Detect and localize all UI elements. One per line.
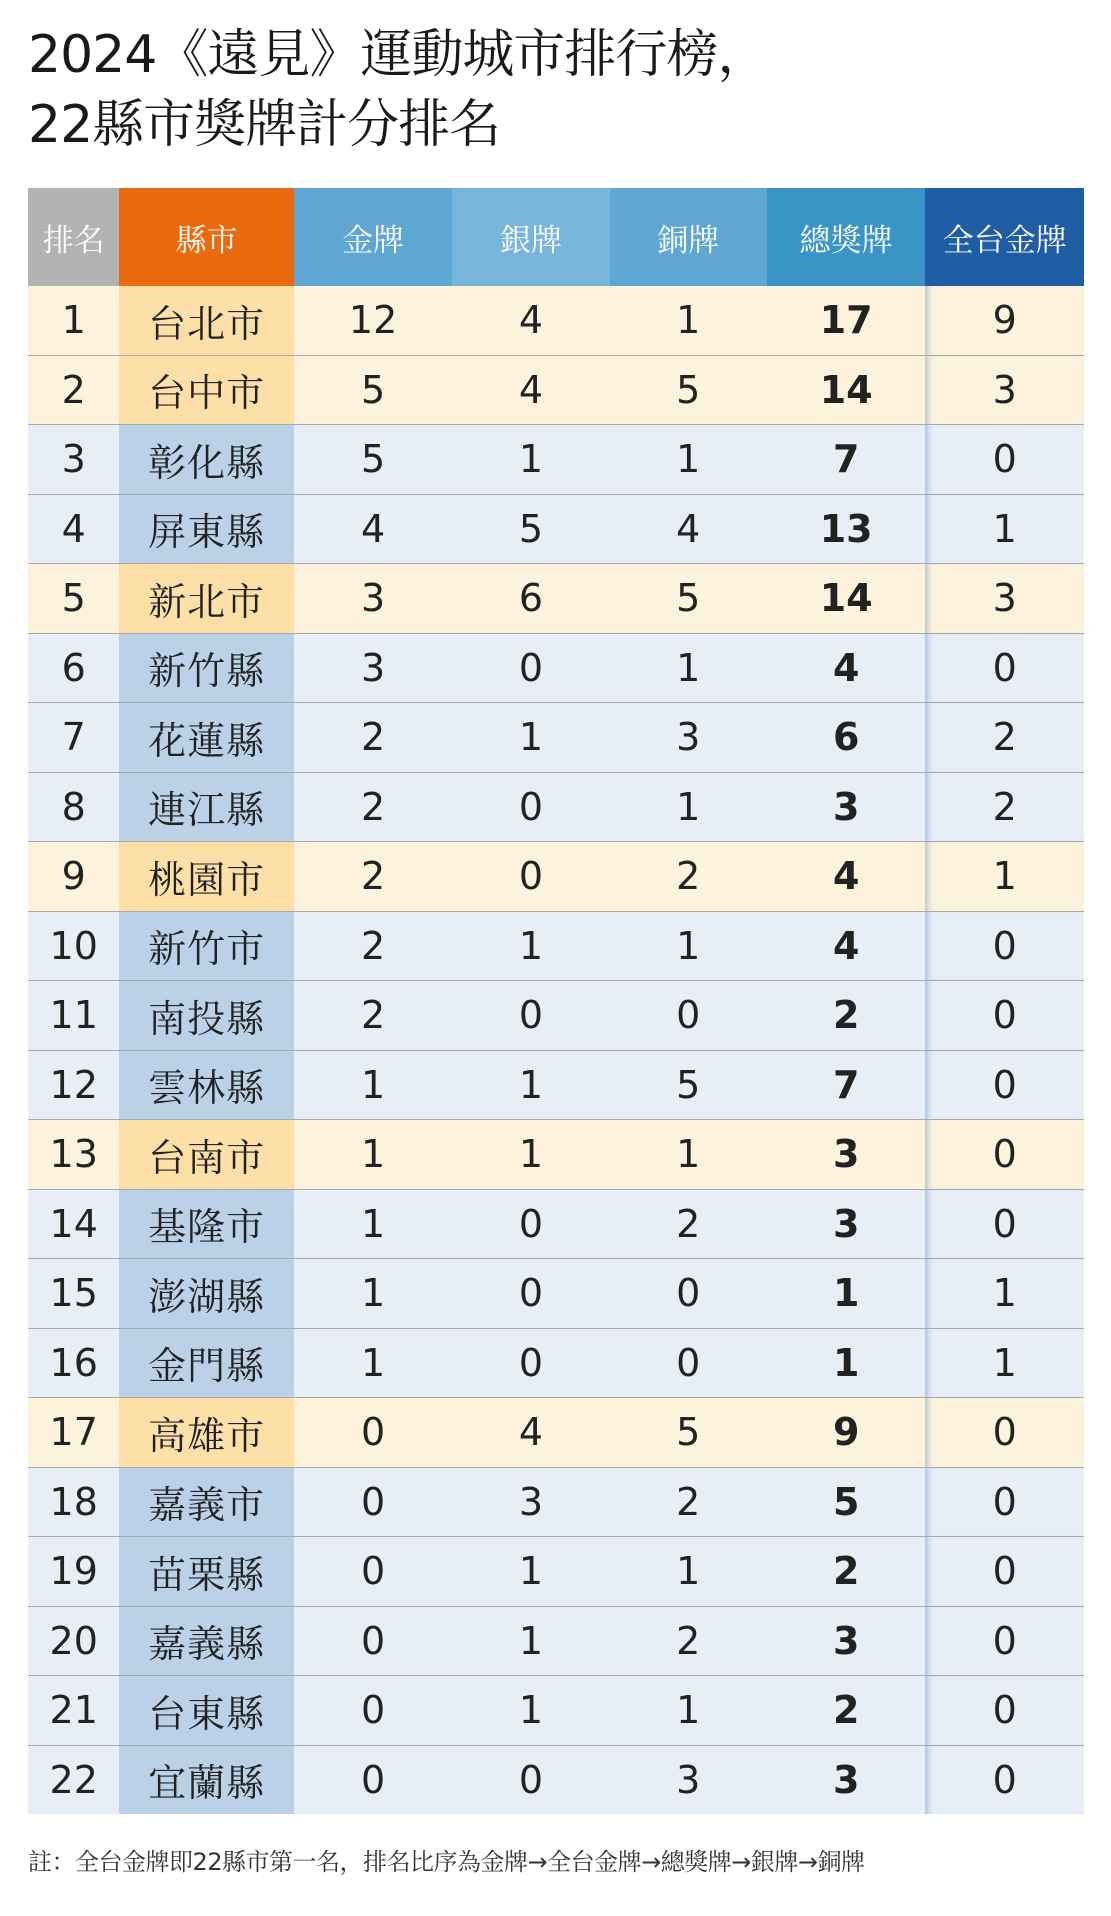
cell-bronze: 2 [610, 842, 767, 912]
table-row [28, 425, 1084, 495]
cell-rank: 12 [28, 1050, 119, 1120]
header-rank: 排名 [28, 188, 119, 286]
cell-silver: 0 [452, 772, 609, 842]
cell-national-gold: 3 [925, 564, 1084, 634]
cell-bronze: 1 [610, 1537, 767, 1607]
cell-silver: 0 [452, 981, 609, 1051]
cell-county: 桃園市 [119, 842, 293, 912]
cell-rank: 1 [28, 286, 119, 355]
cell-silver: 1 [452, 703, 609, 773]
cell-rank: 2 [28, 355, 119, 425]
cell-gold: 0 [294, 1537, 453, 1607]
cell-county: 新北市 [119, 564, 293, 634]
cell-total: 3 [767, 772, 926, 842]
cell-county: 嘉義縣 [119, 1606, 293, 1676]
cell-rank: 21 [28, 1676, 119, 1746]
cell-gold: 3 [294, 564, 453, 634]
cell-rank: 14 [28, 1189, 119, 1259]
cell-county: 高雄市 [119, 1398, 293, 1468]
cell-total: 2 [767, 981, 926, 1051]
cell-silver: 4 [452, 286, 609, 355]
cell-silver: 0 [452, 633, 609, 703]
cell-total: 4 [767, 633, 926, 703]
cell-silver: 1 [452, 425, 609, 495]
cell-rank: 17 [28, 1398, 119, 1468]
table-row [28, 1328, 1084, 1398]
cell-county: 金門縣 [119, 1328, 293, 1398]
cell-total: 3 [767, 1745, 926, 1814]
cell-national-gold: 0 [925, 1050, 1084, 1120]
cell-total: 7 [767, 1050, 926, 1120]
header-bronze: 銅牌 [610, 188, 767, 286]
cell-rank: 20 [28, 1606, 119, 1676]
cell-total: 1 [767, 1259, 926, 1329]
cell-bronze: 2 [610, 1606, 767, 1676]
table-row [28, 1120, 1084, 1190]
cell-total: 2 [767, 1537, 926, 1607]
cell-gold: 3 [294, 633, 453, 703]
cell-rank: 7 [28, 703, 119, 773]
table-row [28, 1676, 1084, 1746]
footnote: 註：全台金牌即22縣市第一名，排名比序為金牌→全台金牌→總獎牌→銀牌→銅牌 [28, 1848, 865, 1876]
cell-total: 3 [767, 1120, 926, 1190]
cell-silver: 0 [452, 1189, 609, 1259]
cell-national-gold: 0 [925, 911, 1084, 981]
cell-national-gold: 2 [925, 772, 1084, 842]
cell-total: 6 [767, 703, 926, 773]
header-gold: 金牌 [294, 188, 453, 286]
cell-national-gold: 0 [925, 1537, 1084, 1607]
cell-rank: 6 [28, 633, 119, 703]
cell-county: 基隆市 [119, 1189, 293, 1259]
cell-bronze: 0 [610, 1328, 767, 1398]
cell-rank: 10 [28, 911, 119, 981]
cell-national-gold: 0 [925, 1189, 1084, 1259]
cell-national-gold: 2 [925, 703, 1084, 773]
cell-national-gold: 0 [925, 1745, 1084, 1814]
cell-silver: 1 [452, 1050, 609, 1120]
table-row [28, 1398, 1084, 1468]
cell-county: 連江縣 [119, 772, 293, 842]
cell-county: 台東縣 [119, 1676, 293, 1746]
cell-national-gold: 0 [925, 1606, 1084, 1676]
cell-gold: 12 [294, 286, 453, 355]
cell-bronze: 3 [610, 1745, 767, 1814]
cell-bronze: 5 [610, 1050, 767, 1120]
cell-gold: 1 [294, 1259, 453, 1329]
cell-total: 9 [767, 1398, 926, 1468]
cell-gold: 0 [294, 1676, 453, 1746]
cell-county: 屏東縣 [119, 494, 293, 564]
cell-total: 4 [767, 911, 926, 981]
cell-national-gold: 1 [925, 1328, 1084, 1398]
cell-gold: 4 [294, 494, 453, 564]
cell-gold: 2 [294, 842, 453, 912]
cell-county: 苗栗縣 [119, 1537, 293, 1607]
cell-silver: 0 [452, 1259, 609, 1329]
table-row [28, 1537, 1084, 1607]
cell-bronze: 1 [610, 633, 767, 703]
cell-bronze: 5 [610, 355, 767, 425]
cell-silver: 1 [452, 1676, 609, 1746]
table-row [28, 772, 1084, 842]
table-row [28, 494, 1084, 564]
cell-rank: 5 [28, 564, 119, 634]
cell-county: 雲林縣 [119, 1050, 293, 1120]
cell-gold: 2 [294, 703, 453, 773]
table-row [28, 1189, 1084, 1259]
cell-total: 17 [767, 286, 926, 355]
cell-national-gold: 9 [925, 286, 1084, 355]
cell-rank: 3 [28, 425, 119, 495]
cell-total: 5 [767, 1467, 926, 1537]
cell-rank: 9 [28, 842, 119, 912]
cell-total: 1 [767, 1328, 926, 1398]
cell-national-gold: 0 [925, 1676, 1084, 1746]
cell-gold: 0 [294, 1745, 453, 1814]
cell-bronze: 3 [610, 703, 767, 773]
cell-gold: 2 [294, 981, 453, 1051]
cell-county: 彰化縣 [119, 425, 293, 495]
table-body [28, 286, 1084, 1814]
cell-silver: 3 [452, 1467, 609, 1537]
cell-rank: 4 [28, 494, 119, 564]
table-row [28, 286, 1084, 355]
cell-gold: 1 [294, 1120, 453, 1190]
cell-gold: 0 [294, 1606, 453, 1676]
page-title [28, 20, 1088, 160]
cell-silver: 4 [452, 1398, 609, 1468]
cell-national-gold: 0 [925, 633, 1084, 703]
cell-silver: 0 [452, 1745, 609, 1814]
cell-rank: 8 [28, 772, 119, 842]
cell-bronze: 2 [610, 1189, 767, 1259]
cell-national-gold: 0 [925, 981, 1084, 1051]
header-national-gold: 全台金牌 [925, 188, 1084, 286]
cell-gold: 1 [294, 1328, 453, 1398]
cell-silver: 1 [452, 1537, 609, 1607]
cell-gold: 2 [294, 772, 453, 842]
cell-gold: 1 [294, 1050, 453, 1120]
cell-bronze: 5 [610, 564, 767, 634]
cell-silver: 1 [452, 911, 609, 981]
cell-silver: 0 [452, 1328, 609, 1398]
cell-gold: 1 [294, 1189, 453, 1259]
cell-total: 3 [767, 1606, 926, 1676]
cell-silver: 4 [452, 355, 609, 425]
cell-national-gold: 0 [925, 1120, 1084, 1190]
cell-bronze: 1 [610, 425, 767, 495]
table-row [28, 1259, 1084, 1329]
header-silver: 銀牌 [452, 188, 609, 286]
cell-rank: 16 [28, 1328, 119, 1398]
cell-county: 台北市 [119, 286, 293, 355]
cell-county: 新竹市 [119, 911, 293, 981]
cell-rank: 13 [28, 1120, 119, 1190]
cell-county: 新竹縣 [119, 633, 293, 703]
table-row [28, 633, 1084, 703]
cell-bronze: 1 [610, 772, 767, 842]
cell-national-gold: 3 [925, 355, 1084, 425]
cell-bronze: 1 [610, 1120, 767, 1190]
header-county: 縣市 [119, 188, 293, 286]
title-line-2: 22縣市獎牌計分排名 [28, 95, 501, 155]
cell-silver: 1 [452, 1120, 609, 1190]
cell-total: 4 [767, 842, 926, 912]
table-row [28, 1606, 1084, 1676]
cell-bronze: 2 [610, 1467, 767, 1537]
cell-total: 14 [767, 564, 926, 634]
cell-rank: 15 [28, 1259, 119, 1329]
cell-national-gold: 1 [925, 1259, 1084, 1329]
cell-bronze: 4 [610, 494, 767, 564]
table-row [28, 842, 1084, 912]
cell-gold: 5 [294, 355, 453, 425]
cell-county: 台南市 [119, 1120, 293, 1190]
cell-county: 花蓮縣 [119, 703, 293, 773]
cell-national-gold: 1 [925, 494, 1084, 564]
cell-bronze: 1 [610, 911, 767, 981]
cell-silver: 1 [452, 1606, 609, 1676]
cell-total: 3 [767, 1189, 926, 1259]
cell-total: 13 [767, 494, 926, 564]
cell-total: 7 [767, 425, 926, 495]
header-row [28, 188, 1084, 286]
cell-gold: 2 [294, 911, 453, 981]
cell-bronze: 0 [610, 981, 767, 1051]
table-row [28, 1467, 1084, 1537]
cell-gold: 0 [294, 1467, 453, 1537]
cell-gold: 5 [294, 425, 453, 495]
cell-county: 宜蘭縣 [119, 1745, 293, 1814]
cell-national-gold: 0 [925, 1398, 1084, 1468]
table-row [28, 703, 1084, 773]
cell-county: 台中市 [119, 355, 293, 425]
cell-bronze: 1 [610, 286, 767, 355]
table-row [28, 1745, 1084, 1814]
table-header [28, 188, 1084, 286]
cell-gold: 0 [294, 1398, 453, 1468]
cell-bronze: 0 [610, 1259, 767, 1329]
cell-rank: 19 [28, 1537, 119, 1607]
table-row [28, 911, 1084, 981]
cell-county: 嘉義市 [119, 1467, 293, 1537]
table-row [28, 1050, 1084, 1120]
cell-national-gold: 1 [925, 842, 1084, 912]
cell-rank: 22 [28, 1745, 119, 1814]
cell-silver: 0 [452, 842, 609, 912]
cell-silver: 6 [452, 564, 609, 634]
cell-county: 澎湖縣 [119, 1259, 293, 1329]
cell-rank: 11 [28, 981, 119, 1051]
table-row [28, 564, 1084, 634]
cell-rank: 18 [28, 1467, 119, 1537]
medal-ranking-table [28, 188, 1084, 1814]
cell-total: 14 [767, 355, 926, 425]
header-total: 總獎牌 [767, 188, 926, 286]
cell-national-gold: 0 [925, 1467, 1084, 1537]
cell-county: 南投縣 [119, 981, 293, 1051]
title-line-1: 2024《遠見》運動城市排行榜， [28, 25, 769, 85]
cell-bronze: 5 [610, 1398, 767, 1468]
cell-total: 2 [767, 1676, 926, 1746]
table-row [28, 355, 1084, 425]
table-row [28, 981, 1084, 1051]
cell-national-gold: 0 [925, 425, 1084, 495]
cell-bronze: 1 [610, 1676, 767, 1746]
cell-silver: 5 [452, 494, 609, 564]
